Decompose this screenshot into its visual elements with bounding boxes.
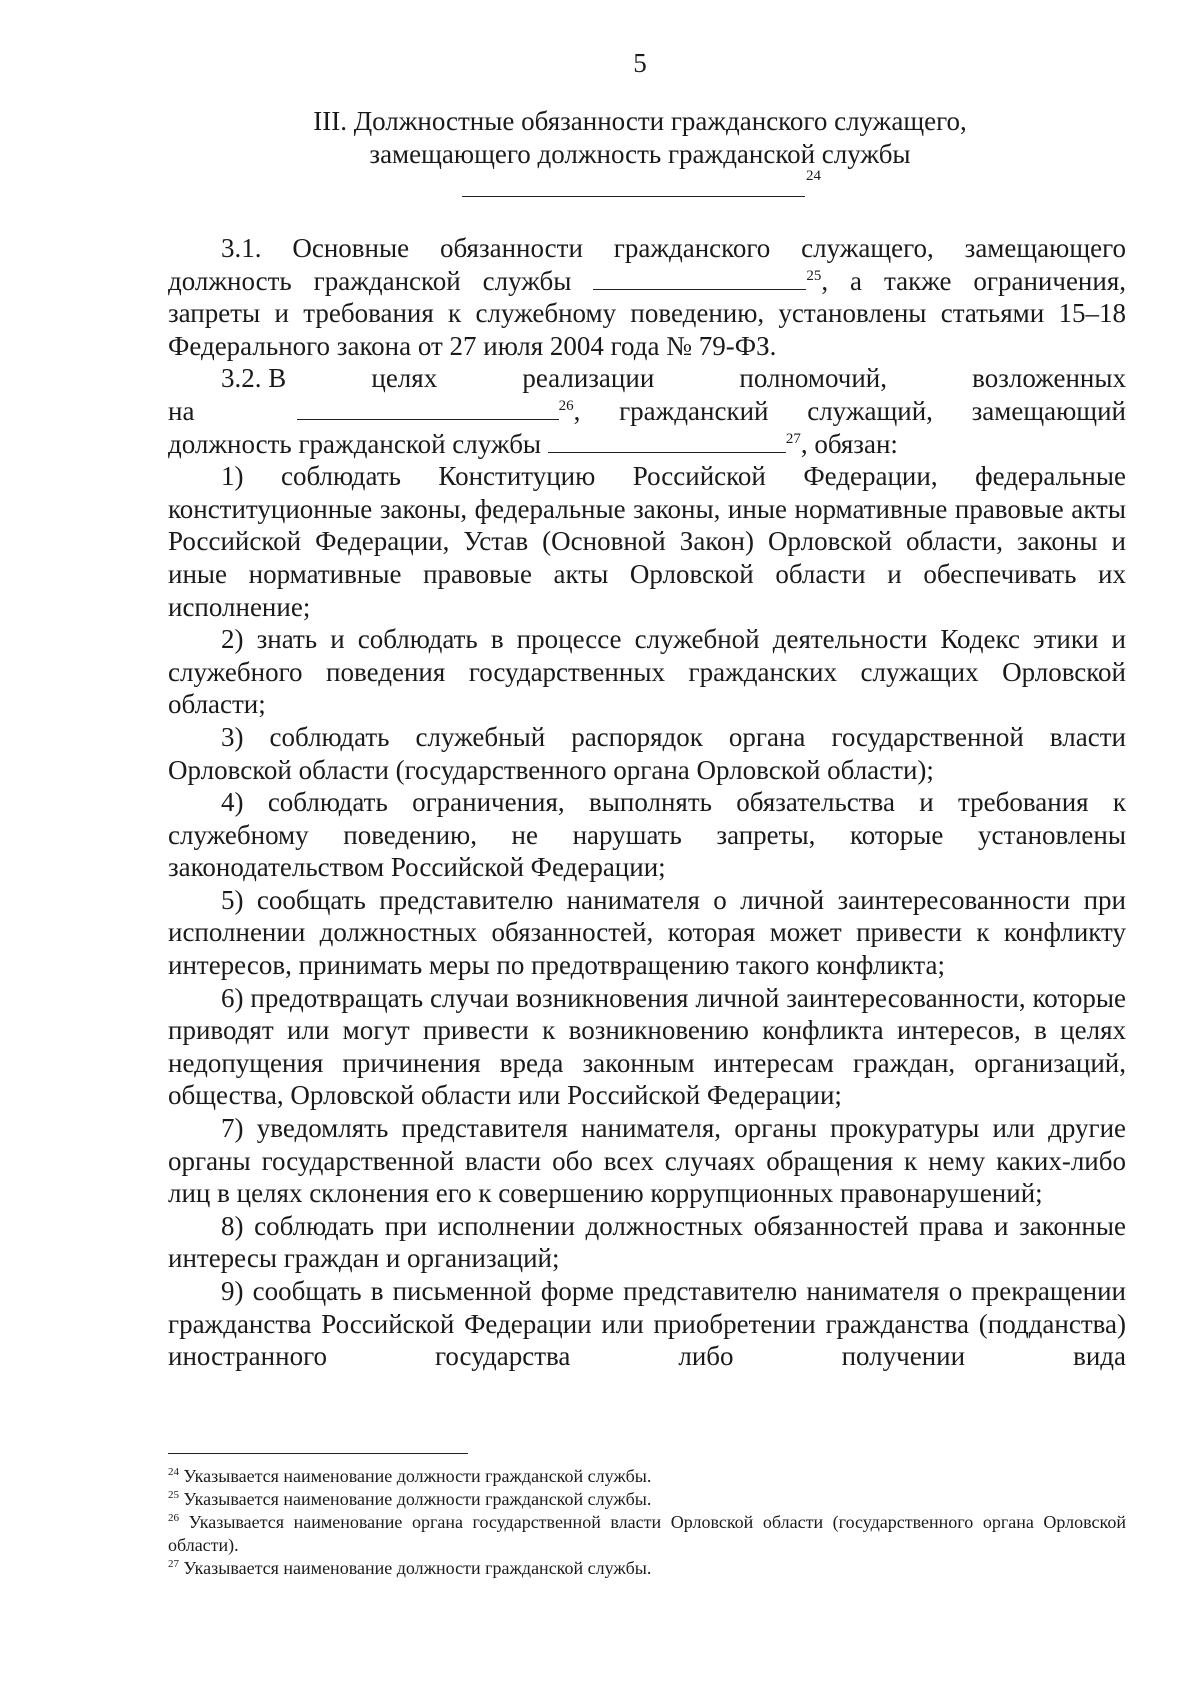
paragraph-3-1-text2: , а также ограничения, запреты и требования к служебному поведению, установлены статьями 15–18 Федерального закона от 27 июля 2004 года № 79-ФЗ. — [168, 265, 1126, 361]
paragraph-3-2-line3 — [168, 428, 1126, 461]
footnote-number: 25 — [168, 1489, 179, 1501]
footnote — [168, 1465, 1126, 1488]
paragraph-3-2-mid: , гражданский служащий, замещающий — [573, 395, 1126, 426]
list-item: 4) соблюдать ограничения, выполнять обязательства и требования к служебному поведению, не нарушать запреты, которые установлены законодательством Российской Федерации; — [168, 787, 1126, 883]
paragraph-3-2-lead: должность гражданской службы — [168, 428, 542, 459]
footnote-number: 26 — [168, 1512, 179, 1524]
footnote — [168, 1488, 1126, 1511]
footnote — [168, 1511, 1126, 1557]
footnote-number: 27 — [168, 1558, 179, 1570]
footnote-text: Указывается наименование должности гражданской службы. — [179, 1466, 652, 1486]
word: 3.2. В — [221, 363, 287, 394]
list-item: 1) соблюдать Конституцию Российской Федерации, федеральные конституционные законы, федеральные законы, иные нормативные правовые акты Российской Федерации, Устав (Основной Закон) Орловской области, законы и иные нормативные правовые акты Орловской области и обеспечивать их исполнение; — [168, 461, 1126, 622]
page-number: 5 — [633, 48, 647, 78]
paragraph-3-1-text1: 3.1. Основные обязанности гражданского служащего, замещающего должность гражданской службы — [168, 233, 1126, 296]
footnote-number: 24 — [168, 1466, 179, 1478]
footnote-ref: 25 — [806, 267, 822, 284]
footnotes — [168, 1465, 1126, 1580]
section-heading-line2: замещающего должность гражданской службы — [369, 139, 911, 169]
list-item: 3) соблюдать служебный распорядок органа государственной власти Орловской области (государственного органа Орловской области); — [168, 721, 1126, 785]
word: полномочий, — [739, 363, 888, 394]
fill-in-blank — [297, 397, 559, 420]
footnote-text: Указывается наименование должности гражданской службы. — [179, 1489, 652, 1509]
section-heading-line1: III. Должностные обязанности гражданского служащего, — [313, 106, 967, 136]
paragraph-3-2-line1 — [168, 362, 1126, 395]
section-heading — [240, 105, 1040, 171]
paragraph-3-2-end: , обязан: — [800, 428, 898, 459]
heading-blank-line — [462, 196, 805, 197]
list-item: 7) уведомлять представителя нанимателя, органы прокуратуры или другие органы государственной власти обо всех случаях обращения к нему каких-либо лиц в целях склонения его к совершению коррупционных правонарушений; — [168, 1113, 1126, 1209]
paragraph-3-2-line2 — [168, 395, 1126, 428]
footnote — [168, 1557, 1126, 1580]
paragraph-3-1 — [168, 232, 1126, 362]
fill-in-blank — [548, 430, 786, 453]
word: реализации — [522, 363, 655, 394]
document-body — [168, 232, 1126, 1373]
word: целях — [371, 363, 438, 394]
word: на — [168, 395, 195, 426]
footnote-separator — [168, 1453, 468, 1454]
heading-footnote-ref: 24 — [806, 168, 821, 184]
list-item: 6) предотвращать случаи возникновения личной заинтересованности, которые приводят или могут привести к возникновению конфликта интересов, в целях недопущения причинения вреда законным интересам граждан, организаций, общества, Орловской области или Российской Федерации; — [168, 982, 1126, 1111]
list-item: 9) сообщать в письменной форме представителю нанимателя о прекращении гражданства Российской Федерации или приобретении гражданства (подданства) иностранного государства либо получении вида — [168, 1276, 1126, 1372]
list-item: 2) знать и соблюдать в процессе служебной деятельности Кодекс этики и служебного поведения государственных гражданских служащих Орловской области; — [168, 624, 1126, 720]
list-item: 8) соблюдать при исполнении должностных обязанностей права и законные интересы граждан и организаций; — [168, 1210, 1126, 1274]
footnote-ref: 26 — [558, 397, 574, 414]
blank-group — [297, 395, 1126, 428]
list-item: 5) сообщать представителю нанимателя о личной заинтересованности при исполнении должностных обязанностей, которая может привести к конфликту интересов, принимать меры по предотвращению такого конфликта; — [168, 884, 1126, 981]
footnote-text: Указывается наименование должности гражданской службы. — [179, 1558, 652, 1578]
footnote-ref: 27 — [785, 430, 801, 447]
fill-in-blank — [593, 267, 806, 290]
paragraph-3-2 — [168, 362, 1126, 460]
word: возложенных — [972, 363, 1126, 394]
footnote-text: Указывается наименование органа государственной власти Орловской области (государственного органа Орловской области). — [168, 1512, 1126, 1555]
